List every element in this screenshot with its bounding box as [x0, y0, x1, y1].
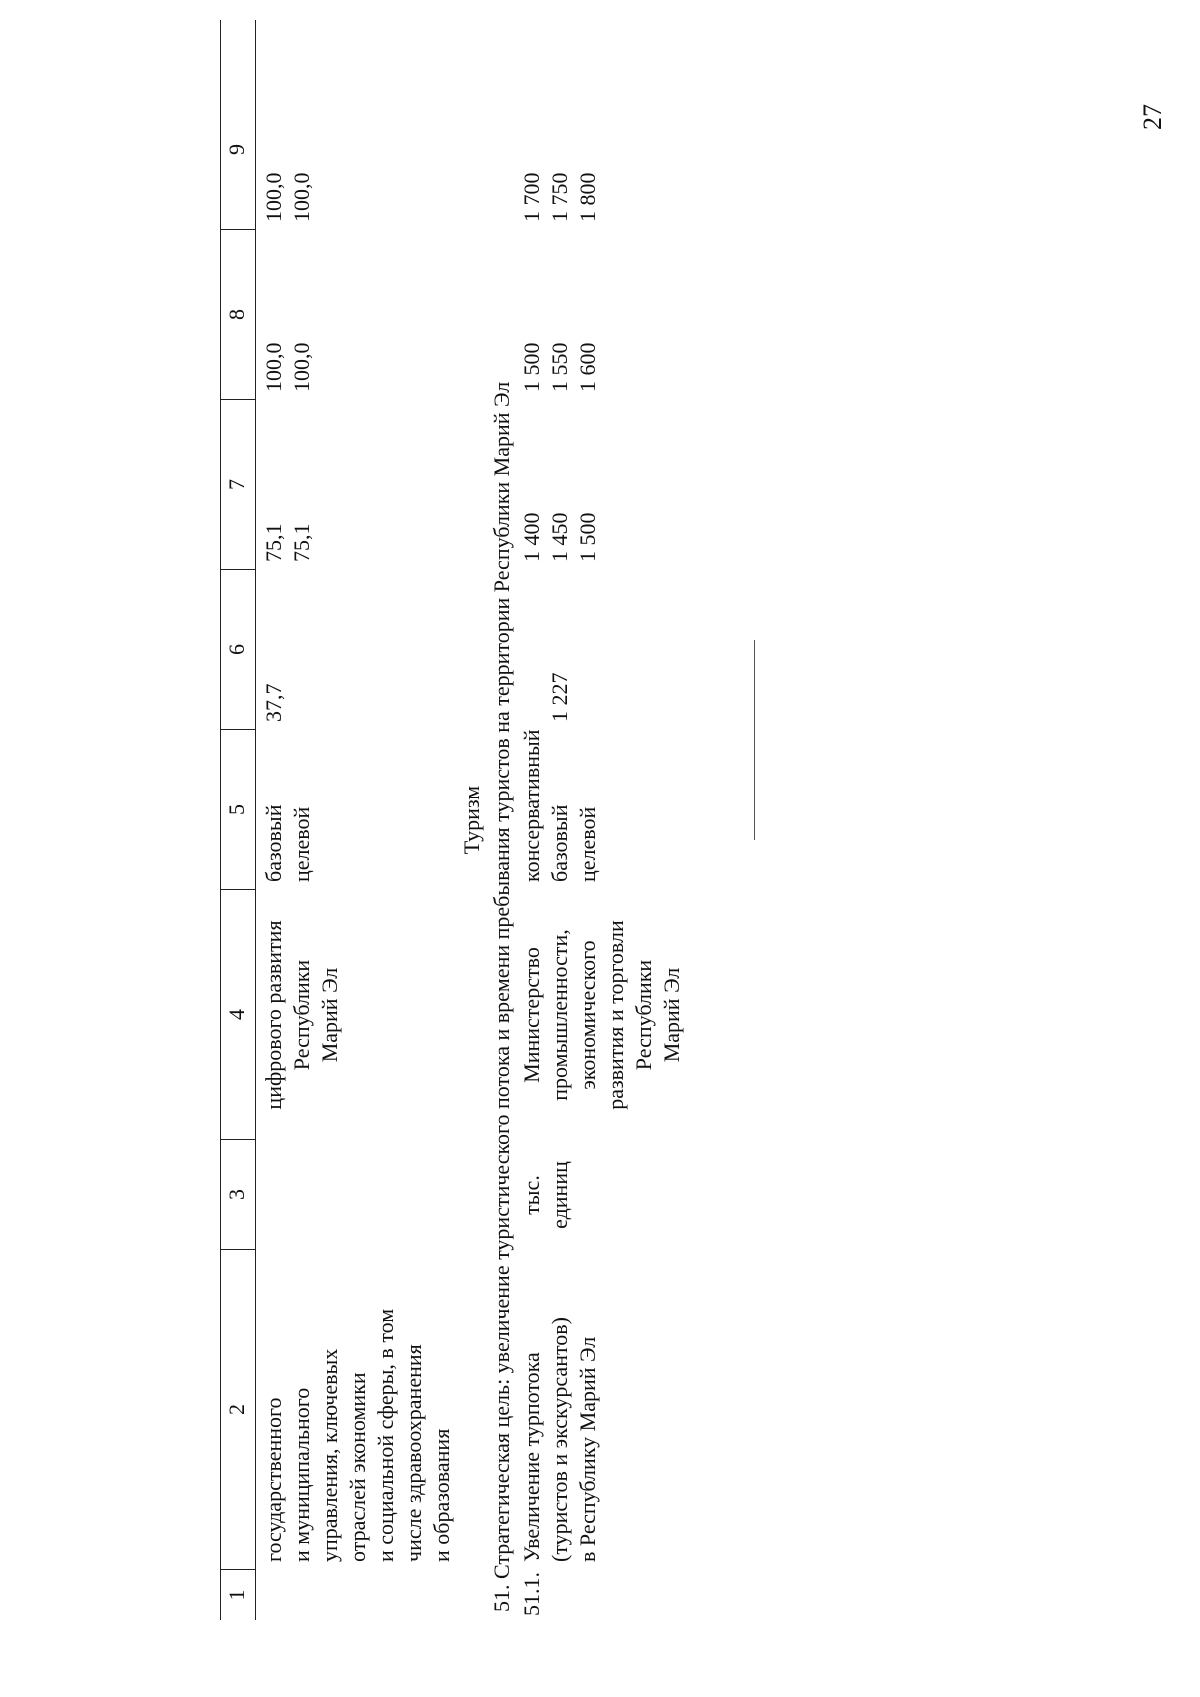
- header-col-5: 5: [221, 730, 255, 890]
- col6-values: 37,7: [261, 683, 286, 722]
- header-col-9: 9: [221, 70, 255, 230]
- unit-text: тыс. единиц: [519, 1161, 572, 1229]
- header-col-4: 4: [221, 890, 255, 1140]
- responsible-text: цифрового развития Республики Марий Эл: [261, 920, 342, 1110]
- table-header-row: [220, 20, 256, 1620]
- col8-values: 1 500 1 550 1 600: [519, 342, 600, 392]
- header-col-7: 7: [221, 400, 255, 570]
- col7-values: 1 400 1 450 1 500: [519, 512, 600, 562]
- responsible-text: Министерство промышленности, экономического развития и торговли Республики Марий Эл: [519, 920, 684, 1110]
- header-col-8: 8: [221, 230, 255, 400]
- indicator-text: государственного и муниципального управления, ключевых отраслей экономики и социальной сферы, в том числе здравоохранения и образования: [261, 1308, 454, 1562]
- col6-values: 1 227: [547, 672, 572, 722]
- col8-values: 100,0 100,0: [261, 342, 314, 392]
- col9-values: 1 700 1 750 1 800: [519, 172, 600, 222]
- rotated-table-page: [220, 20, 1200, 1620]
- col7-values: 75,1 75,1: [261, 523, 314, 562]
- table-row-continued: [260, 20, 456, 1620]
- scenario-names: консервативный базовый целевой: [519, 729, 600, 882]
- table-row-51-1: [518, 20, 698, 1620]
- header-col-6: 6: [221, 570, 255, 730]
- header-col-3: 3: [221, 1140, 255, 1250]
- strategic-goal: 51. Стратегическая цель: увеличение туристического потока и времени пребывания туристов на территории Республики Марий Эл: [489, 381, 514, 1612]
- page-number: 27: [1138, 104, 1167, 130]
- header-col-1: 1: [224, 1589, 249, 1601]
- col9-values: 100,0 100,0: [261, 172, 314, 222]
- row-number: 51.1.: [519, 1572, 544, 1616]
- indicator-text: Увеличение турпотока (туристов и экскурсантов) в Республику Марий Эл: [519, 1316, 600, 1562]
- scenario-names: базовый целевой: [261, 804, 314, 882]
- end-separator-line: [754, 640, 755, 840]
- header-col-2: 2: [221, 1250, 255, 1570]
- section-title: Туризм: [459, 785, 484, 855]
